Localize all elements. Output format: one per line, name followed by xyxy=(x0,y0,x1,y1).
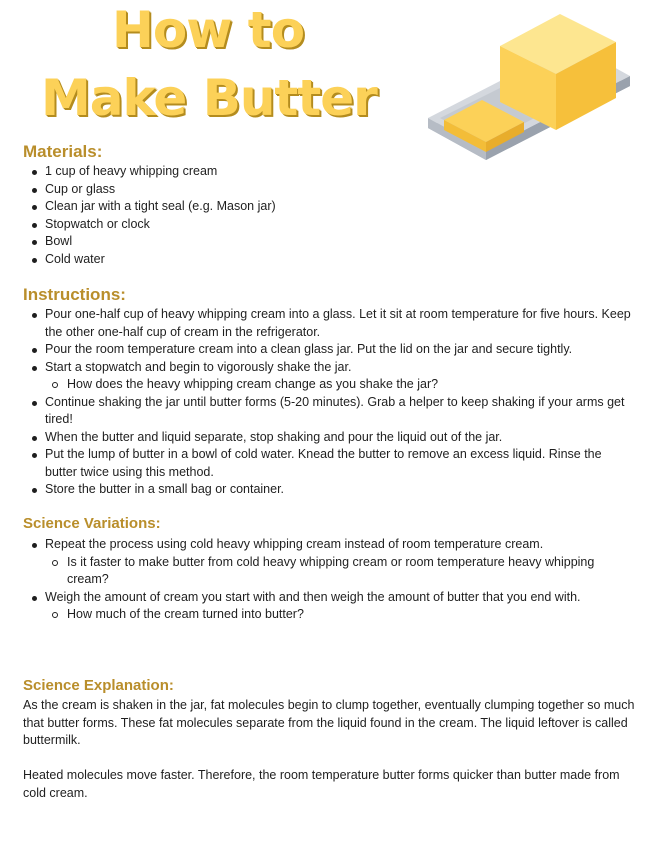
butter-dish-illustration xyxy=(424,2,634,170)
instructions-list xyxy=(23,306,633,499)
sub-list-item: How much of the cream turned into butter? xyxy=(45,606,633,624)
list-item: Clean jar with a tight seal (e.g. Mason jar) xyxy=(23,198,633,216)
list-item-text: Repeat the process using cold heavy whipping cream instead of room temperature cream. xyxy=(45,537,544,551)
variations-list xyxy=(23,536,633,624)
sub-list-item: Is it faster to make butter from cold heavy whipping cream or room temperature heavy whipping cream? xyxy=(45,554,633,589)
list-item xyxy=(23,341,633,359)
list-item xyxy=(23,429,633,447)
list-item xyxy=(23,536,633,589)
list-item-text: Store the butter in a small bag or container. xyxy=(45,482,285,496)
list-item xyxy=(23,481,633,499)
list-item-text: Continue shaking the jar until butter forms (5-20 minutes). Grab a helper to keep shaking if your arms get tired! xyxy=(45,394,625,426)
list-item xyxy=(23,394,633,429)
explanation-paragraph-2: Heated molecules move faster. Therefore, the room temperature butter forms quicker than butter made from cold cream. xyxy=(23,768,620,800)
page-title-line-2: Make Butter xyxy=(41,69,377,127)
sub-list xyxy=(45,376,633,394)
instructions-heading: Instructions: xyxy=(23,285,126,304)
list-item-text: Start a stopwatch and begin to vigorously shake the jar. xyxy=(45,359,352,374)
materials-heading: Materials: xyxy=(23,142,103,161)
list-item: 1 cup of heavy whipping cream xyxy=(23,163,633,181)
list-item-text: Pour the room temperature cream into a clean glass jar. Put the lid on the jar and secure tightly. xyxy=(45,342,573,356)
list-item-text: Put the lump of butter in a bowl of cold water. Knead the butter to remove an excess liquid. Rinse the butter twice using this method. xyxy=(45,447,602,479)
list-item: Bowl xyxy=(23,233,633,251)
page-title-line-1: How to xyxy=(112,1,305,59)
list-item xyxy=(23,589,633,624)
list-item-text: Pour one-half cup of heavy whipping cream into a glass. Let it sit at room temperature for five hours. Keep the other one-half cup of cream in the refrigerator. xyxy=(45,307,631,339)
variations-heading: Science Variations: xyxy=(23,515,161,532)
list-item: Cup or glass xyxy=(23,181,633,199)
list-item: Stopwatch or clock xyxy=(23,216,633,234)
list-item xyxy=(23,306,633,341)
list-item-text: When the butter and liquid separate, stop shaking and pour the liquid out of the jar. xyxy=(45,429,503,444)
materials-list xyxy=(23,163,633,268)
list-item: Cold water xyxy=(23,251,633,269)
sub-list xyxy=(45,554,633,589)
list-item-text: Weigh the amount of cream you start with and then weigh the amount of butter that you end with. xyxy=(45,589,581,604)
sub-list-item: How does the heavy whipping cream change as you shake the jar? xyxy=(45,376,633,394)
explanation-heading: Science Explanation: xyxy=(23,677,174,694)
list-item xyxy=(23,446,633,481)
list-item xyxy=(23,359,633,394)
sub-list xyxy=(45,606,633,624)
explanation-paragraph-1: As the cream is shaken in the jar, fat molecules begin to clump together, eventually clumping together so much that butter forms. These fat molecules separate from the liquid found in the cream. The liquid leftover is called buttermilk. xyxy=(23,698,635,747)
